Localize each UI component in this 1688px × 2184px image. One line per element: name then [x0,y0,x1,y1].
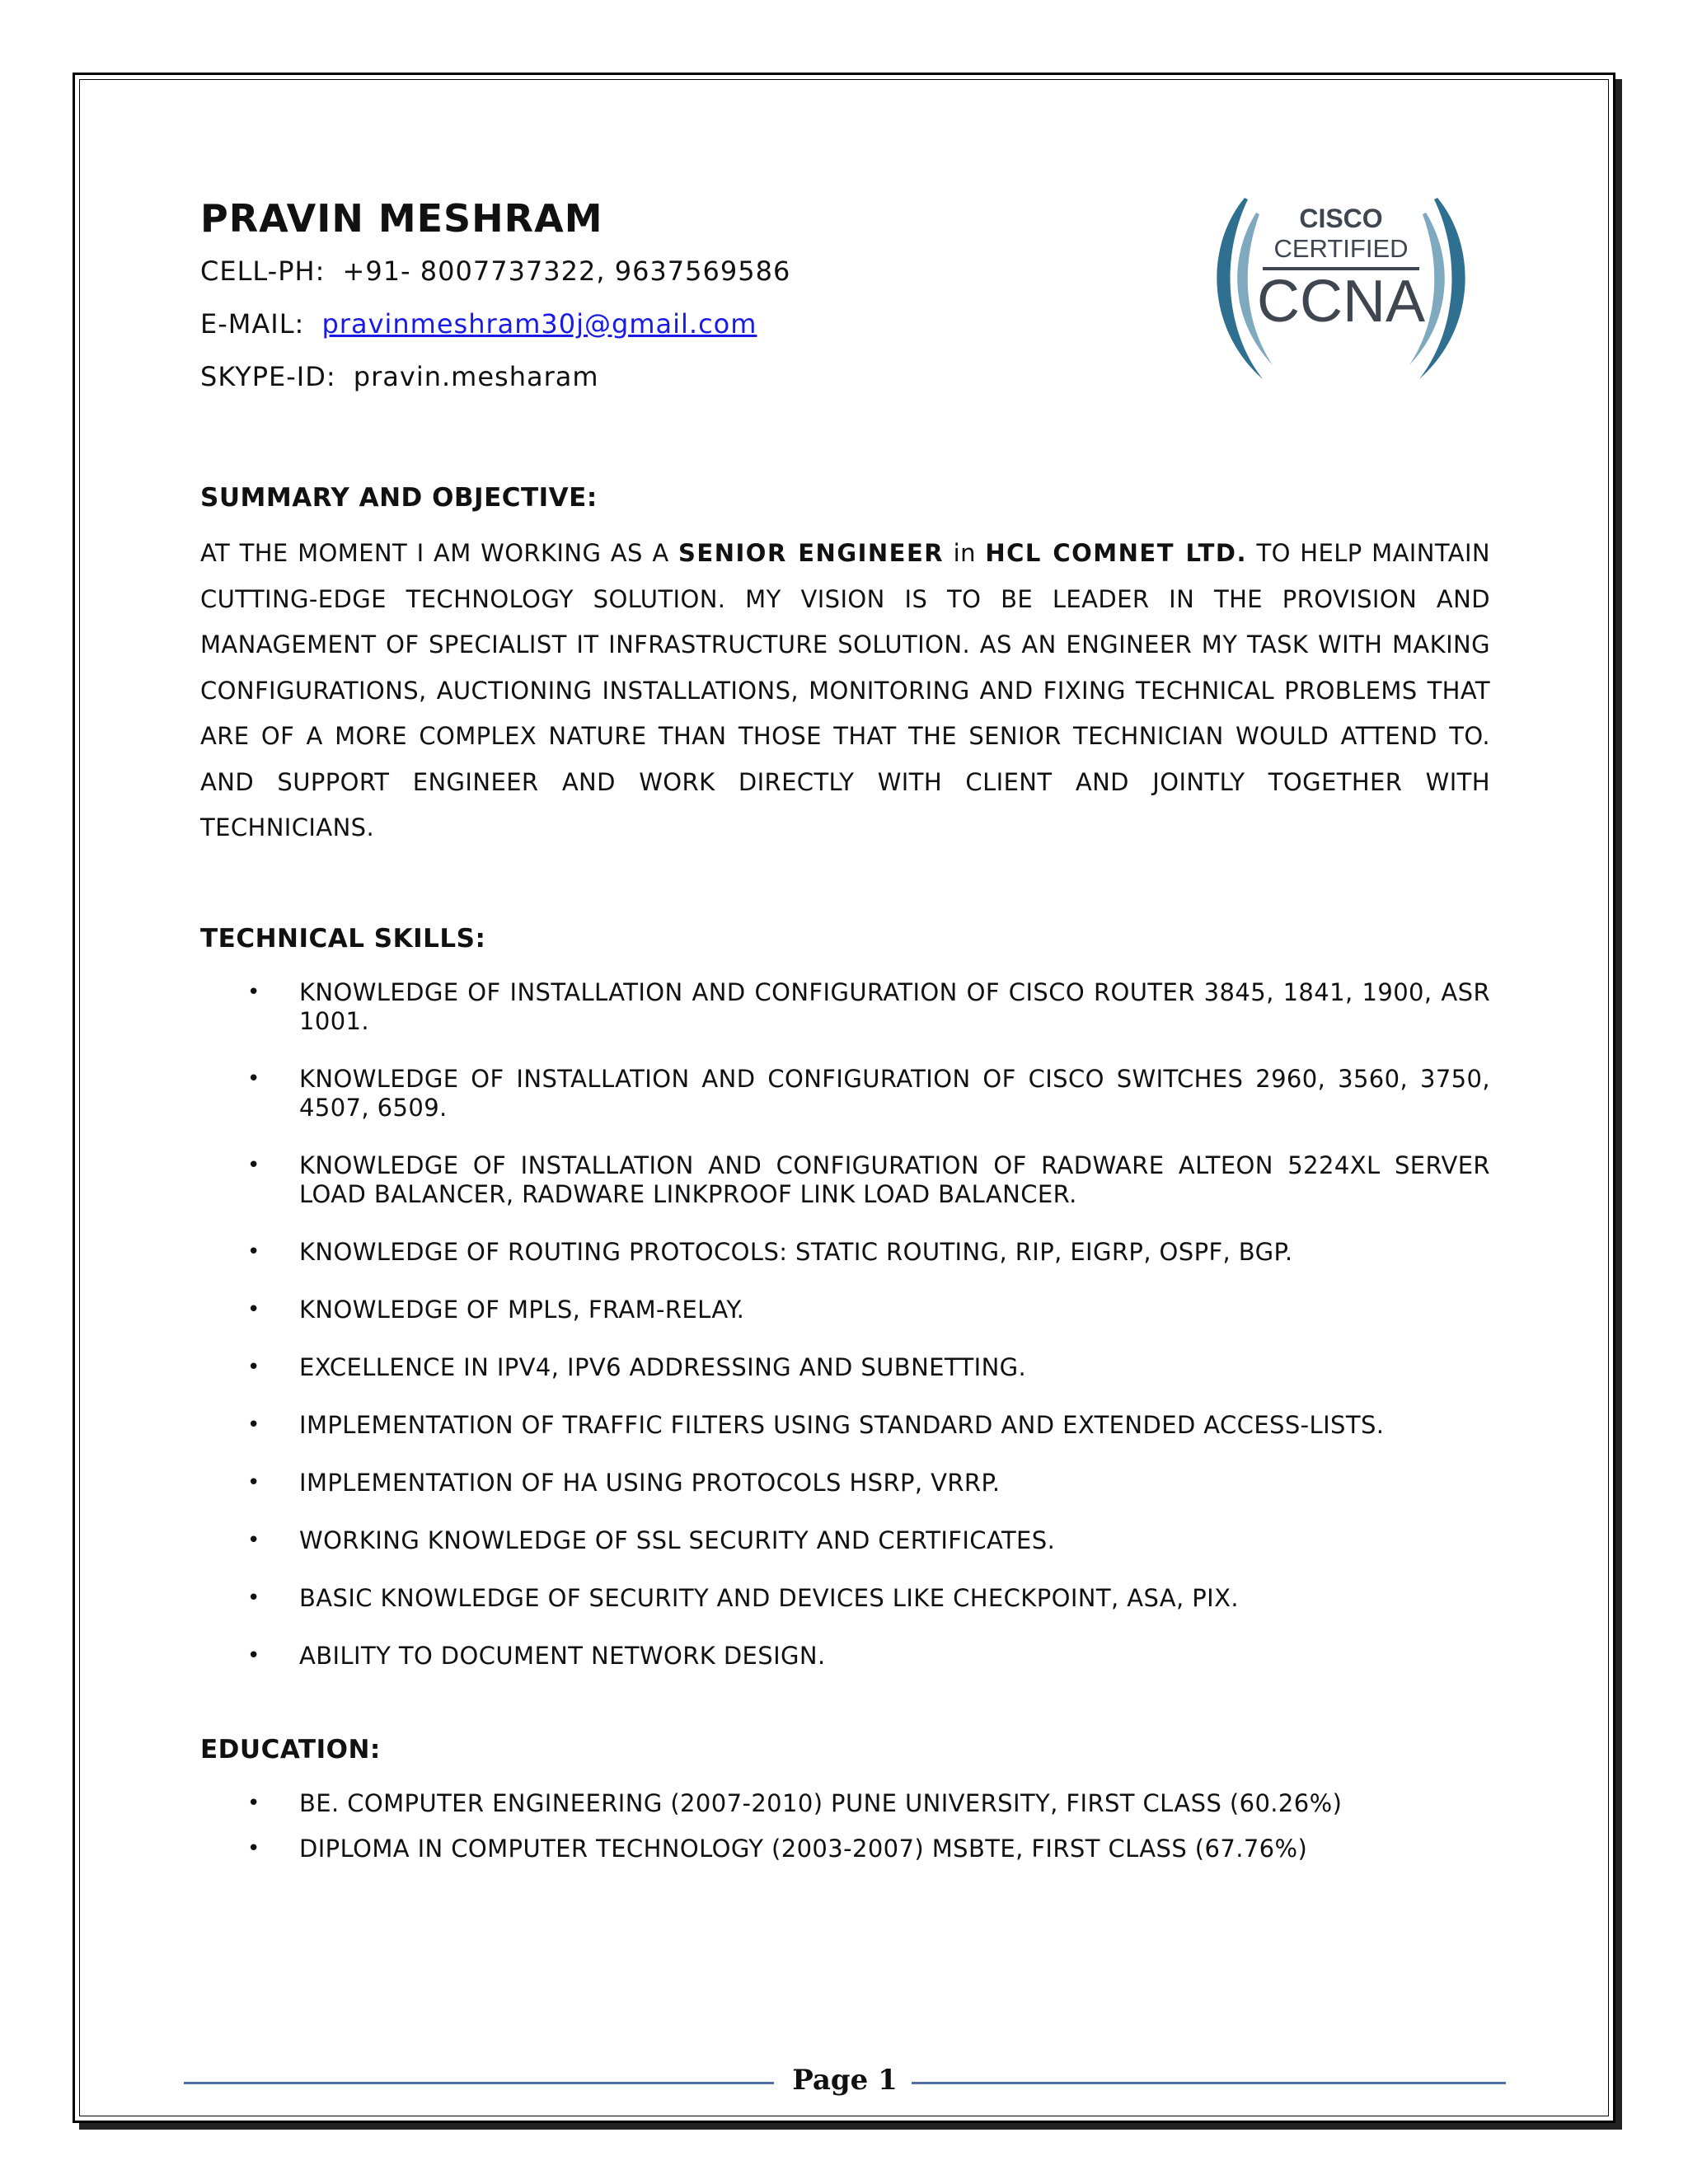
bullet-icon: • [247,1354,260,1380]
skype-value: pravin.mesharam [353,361,599,392]
skill-text: KNOWLEDGE OF INSTALLATION AND CONFIGURATION OF RADWARE ALTEON 5224XL SERVER LOAD BALANCER, RADWARE LINKPROOF LINK LOAD BALANCER. [299,1151,1490,1208]
bullet-icon: • [247,1152,260,1178]
education-heading: EDUCATION: [200,1734,381,1765]
bullet-icon: • [247,1239,260,1264]
list-item [200,1065,1490,1122]
list-item [200,1642,1490,1671]
skill-text: KNOWLEDGE OF MPLS, FRAM-RELAY. [299,1295,745,1324]
page-number: Page 1 [792,2064,898,2097]
education-text: BE. COMPUTER ENGINEERING (2007-2010) PUNE UNIVERSITY, FIRST CLASS (60.26%) [299,1788,1343,1817]
summary-text-1: AT THE MOMENT I AM WORKING AS A [200,539,679,567]
summary-text-3: TO HELP MAINTAIN CUTTING-EDGE TECHNOLOGY SOLUTION. MY VISION IS TO BE LEADER IN THE PROVISION AND MANAGEMENT OF SPECIALIST IT INFRASTRUCTURE SOLUTION. AS AN ENGINEER MY TASK WITH MAKING CONFIGURATIONS, AUCTIONING INSTALLATIONS, MONITORING AND FIXING TECHNICAL PROBLEMS THAT ARE OF A MORE COMPLEX NATURE THAN THOSE THAT THE SENIOR TECHNICIAN WOULD ATTEND TO. AND SUPPORT ENGINEER AND WORK DIRECTLY WITH CLIENT AND JOINTLY TOGETHER WITH TECHNICIANS. [200,539,1490,841]
list-item [200,978,1490,1036]
page-footer [184,2062,1506,2103]
bullet-icon: • [247,1469,260,1495]
summary-job-title: SENIOR ENGINEER [678,539,945,567]
education-text: DIPLOMA IN COMPUTER TECHNOLOGY (2003-2007) MSBTE, FIRST CLASS (67.76%) [299,1834,1308,1863]
logo-text-cisco: CISCO [1299,204,1383,233]
resume-body [200,196,1490,1880]
list-item [200,1411,1490,1440]
list-item [200,1469,1490,1497]
skill-text: WORKING KNOWLEDGE OF SSL SECURITY AND CERTIFICATES. [299,1526,1056,1554]
list-item [200,1353,1490,1382]
list-item [200,1151,1490,1209]
list-item [200,1835,1490,1863]
summary-paragraph [200,531,1490,851]
candidate-name: PRAVIN MESHRAM [200,196,603,241]
phone-value: +91- 8007737322, 9637569586 [342,255,791,287]
phone-label: CELL-PH: [200,255,326,287]
list-item [200,1238,1490,1267]
list-item [200,1789,1490,1818]
bullet-icon: • [247,979,260,1005]
bullet-icon: • [247,1412,260,1437]
bullet-icon: • [247,1527,260,1553]
skill-text: KNOWLEDGE OF ROUTING PROTOCOLS: STATIC ROUTING, RIP, EIGRP, OSPF, BGP. [299,1237,1293,1266]
bullet-icon: • [247,1585,260,1610]
skill-text: KNOWLEDGE OF INSTALLATION AND CONFIGURATION OF CISCO SWITCHES 2960, 3560, 3750, 4507, 6509. [299,1064,1490,1122]
skill-text: IMPLEMENTATION OF TRAFFIC FILTERS USING STANDARD AND EXTENDED ACCESS-LISTS. [299,1410,1385,1439]
list-item [200,1584,1490,1613]
skill-text: IMPLEMENTATION OF HA USING PROTOCOLS HSRP, VRRP. [299,1468,1001,1497]
contact-skype [200,361,1490,392]
skill-text: ABILITY TO DOCUMENT NETWORK DESIGN. [299,1641,826,1670]
summary-company: HCL COMNET LTD. [985,539,1247,567]
logo-text-ccna: CCNA [1256,269,1426,335]
bullet-icon: • [247,1643,260,1668]
footer-rule-right [912,2082,1506,2084]
skill-text: EXCELLENCE IN IPV4, IPV6 ADDRESSING AND SUBNETTING. [299,1352,1027,1381]
email-label: E-MAIL: [200,308,305,340]
education-list [200,1789,1490,1863]
list-item [200,1526,1490,1555]
bullet-icon: • [247,1296,260,1322]
bullet-icon: • [247,1835,260,1861]
skills-list [200,978,1490,1671]
contact-phone [200,255,1490,287]
summary-text-2: in [944,539,986,567]
bullet-icon: • [247,1066,260,1091]
skills-heading: TECHNICAL SKILLS: [200,923,486,954]
logo-text-certified: CERTIFIED [1273,234,1409,263]
bullet-icon: • [247,1790,260,1816]
skill-text: KNOWLEDGE OF INSTALLATION AND CONFIGURATION OF CISCO ROUTER 3845, 1841, 1900, ASR 1001. [299,977,1490,1035]
summary-heading: SUMMARY AND OBJECTIVE: [200,483,598,513]
skill-text: BASIC KNOWLEDGE OF SECURITY AND DEVICES LIKE CHECKPOINT, ASA, PIX. [299,1583,1240,1612]
skype-label: SKYPE-ID: [200,361,336,392]
email-link[interactable]: pravinmeshram30j@gmail.com [321,308,757,340]
list-item [200,1296,1490,1324]
contact-email [200,308,1490,340]
